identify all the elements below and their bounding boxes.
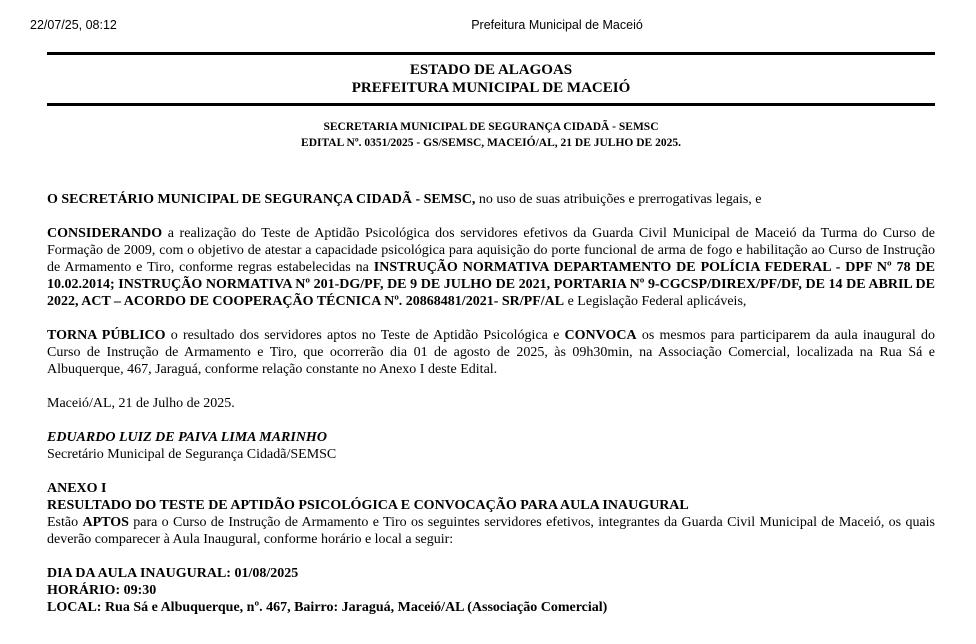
state-name: ESTADO DE ALAGOAS — [409, 62, 573, 78]
considering-paragraph — [47, 225, 935, 310]
annex-block — [47, 480, 935, 548]
opening-text: no uso de suas atribuições e prerrogativas legais, e — [475, 192, 762, 207]
legal-references: INSTRUÇÃO NORMATIVA DEPARTAMENTO DE POLÍCIA FEDERAL - DPF Nº 78 DE 10.02.2014; INSTRUÇÃO NORMATIVA Nº 201-DG/PF, DE 9 DE JULHO DE 2021, PORTARIA Nº 9-CGCSP/DIREX/PF/DF, DE 14 DE ABRIL DE 2022, ACT – ACORDO DE COOPERAÇÃO TÉCNICA Nº. 20868481/2021- SR/PF/AL — [47, 260, 935, 309]
print-date: 22/07/25, 08:12 — [30, 18, 117, 32]
considering-text: a realização do Teste de Aptidão Psicológica dos servidores efetivos da Guarda Civil Municipal de Maceió da Turma do Curso de Formação de 2009, com o objetivo de atestar a capacidade psicológica para aquisição do porte funcional de arma de fogo e habilitação ao Curso de Instrução de Armamento e Tiro, conforme regras estabelecidas na — [47, 226, 935, 275]
announce-bold: TORNA PÚBLICO — [47, 328, 166, 343]
signatory-role: Secretário Municipal de Segurança Cidadã/SEMSC — [47, 447, 337, 462]
document-header — [47, 55, 935, 103]
announce-text: o resultado dos servidores aptos no Teste de Aptidão Psicológica e — [165, 328, 565, 343]
annex-title: ANEXO I — [47, 481, 107, 496]
class-day: DIA DA AULA INAUGURAL: 01/08/2025 — [47, 566, 299, 581]
signatory-name: EDUARDO LUIZ DE PAIVA LIMA MARINHO — [47, 430, 327, 445]
print-title: Prefeitura Municipal de Maceió — [471, 18, 643, 32]
announce-text-end: os mesmos para participarem da aula inaugural do Curso de Instrução de Armamento e Tiro, que ocorrerão dia 01 de agosto de 2025, às 09h30min, na Associação Comercial, localizada na Rua Sá e Albuquerque, 467, Jaraguá, conforme relação constante no Anexo I deste Edital. — [47, 328, 935, 377]
opening-paragraph — [47, 191, 935, 208]
place-date: Maceió/AL, 21 de Julho de 2025. — [47, 396, 235, 411]
aptos-bold: APTOS — [82, 515, 129, 530]
header-divider — [47, 103, 935, 106]
convoca-bold: CONVOCA — [564, 328, 637, 343]
secretariat-name: SECRETARIA MUNICIPAL DE SEGURANÇA CIDADÃ - SEMSC — [323, 121, 659, 133]
announce-paragraph — [47, 327, 935, 378]
secretariat-block — [47, 119, 935, 151]
signature-block — [47, 429, 935, 463]
edital-number: EDITAL Nº. 0351/2025 - GS/SEMSC, MACEIÓ/AL, 21 DE JULHO DE 2025. — [301, 137, 681, 149]
class-info — [47, 565, 935, 616]
print-header — [0, 0, 976, 40]
document-body — [47, 52, 935, 616]
considering-bold: CONSIDERANDO — [47, 226, 163, 241]
considering-text-end: e Legislação Federal aplicáveis, — [564, 294, 747, 309]
opening-bold: O SECRETÁRIO MUNICIPAL DE SEGURANÇA CIDADÃ - SEMSC, — [47, 192, 476, 207]
city-hall-name: PREFEITURA MUNICIPAL DE MACEIÓ — [351, 80, 631, 96]
annex-subtitle: RESULTADO DO TESTE DE APTIDÃO PSICOLÓGICA E CONVOCAÇÃO PARA AULA INAUGURAL — [47, 498, 689, 513]
class-time: HORÁRIO: 09:30 — [47, 583, 157, 598]
class-location: LOCAL: Rua Sá e Albuquerque, nº. 467, Bairro: Jaraguá, Maceió/AL (Associação Comercial) — [47, 600, 608, 615]
annex-text: Estão APTOS para o Curso de Instrução de Armamento e Tiro os seguintes servidores efetivos, integrantes da Guarda Civil Municipal de Maceió, os quais deverão comparecer à Aula Inaugural, conforme horário e local a seguir: — [47, 515, 936, 547]
